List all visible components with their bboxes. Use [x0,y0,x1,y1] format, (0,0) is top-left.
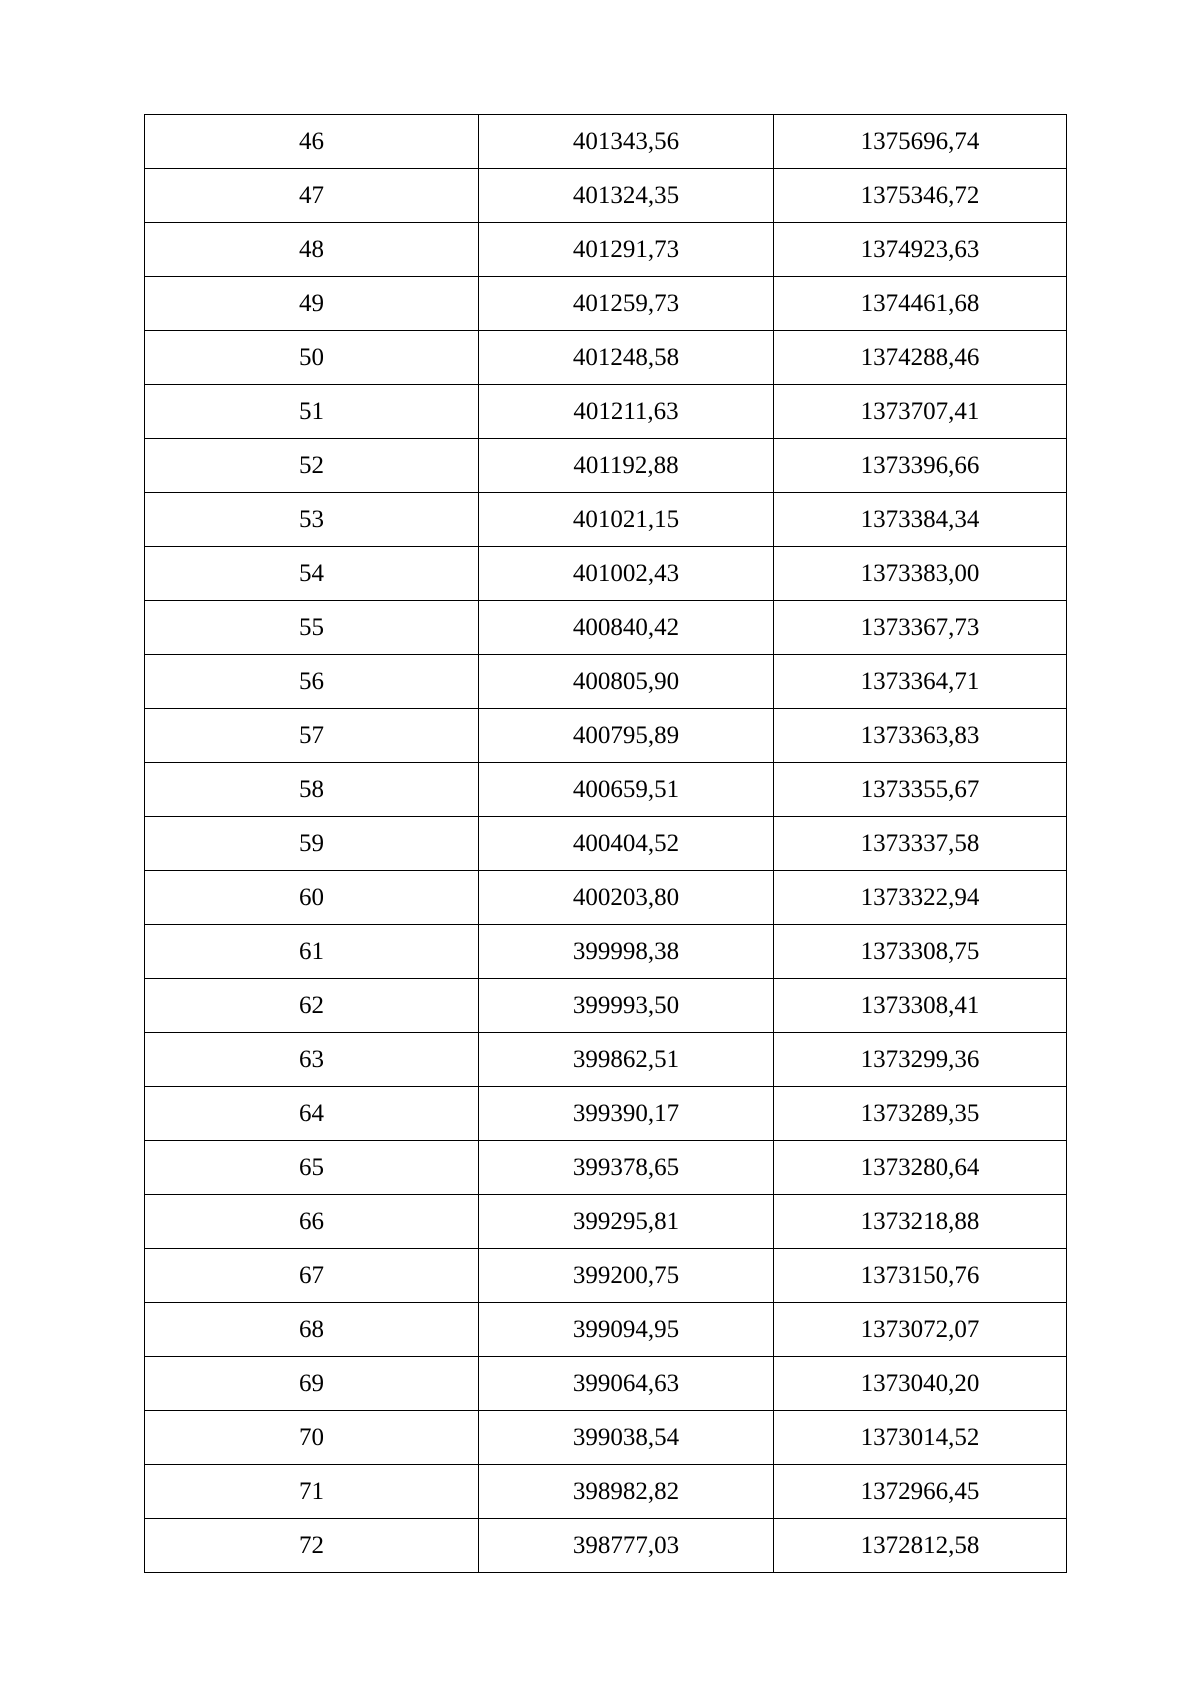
x-coordinate-cell: 399378,65 [479,1141,774,1195]
x-coordinate-cell: 400203,80 [479,871,774,925]
point-number-cell: 58 [145,763,479,817]
point-number-cell: 59 [145,817,479,871]
table-row [145,871,1067,925]
y-coordinate-cell: 1373299,36 [774,1033,1067,1087]
x-coordinate-cell: 401248,58 [479,331,774,385]
x-coordinate-cell: 400805,90 [479,655,774,709]
y-coordinate-cell: 1374461,68 [774,277,1067,331]
table-row [145,493,1067,547]
x-coordinate-cell: 400659,51 [479,763,774,817]
point-number-cell: 64 [145,1087,479,1141]
point-number-cell: 63 [145,1033,479,1087]
x-coordinate-cell: 399862,51 [479,1033,774,1087]
point-number-cell: 52 [145,439,479,493]
table-row [145,169,1067,223]
table-row [145,115,1067,169]
table-row [145,1195,1067,1249]
table-row [145,223,1067,277]
y-coordinate-cell: 1372812,58 [774,1519,1067,1573]
point-number-cell: 49 [145,277,479,331]
table-row [145,1357,1067,1411]
table-row [145,925,1067,979]
x-coordinate-cell: 399390,17 [479,1087,774,1141]
x-coordinate-cell: 401211,63 [479,385,774,439]
y-coordinate-cell: 1375346,72 [774,169,1067,223]
x-coordinate-cell: 399998,38 [479,925,774,979]
y-coordinate-cell: 1372966,45 [774,1465,1067,1519]
table-row [145,1087,1067,1141]
y-coordinate-cell: 1373383,00 [774,547,1067,601]
table-row [145,385,1067,439]
x-coordinate-cell: 400795,89 [479,709,774,763]
y-coordinate-cell: 1373367,73 [774,601,1067,655]
table-row [145,1249,1067,1303]
y-coordinate-cell: 1373364,71 [774,655,1067,709]
x-coordinate-cell: 398777,03 [479,1519,774,1573]
y-coordinate-cell: 1373308,75 [774,925,1067,979]
point-number-cell: 61 [145,925,479,979]
coordinates-table [144,114,1067,1573]
table-row [145,1465,1067,1519]
point-number-cell: 71 [145,1465,479,1519]
point-number-cell: 48 [145,223,479,277]
point-number-cell: 65 [145,1141,479,1195]
point-number-cell: 56 [145,655,479,709]
point-number-cell: 54 [145,547,479,601]
point-number-cell: 57 [145,709,479,763]
table-row [145,709,1067,763]
table-row [145,601,1067,655]
x-coordinate-cell: 401291,73 [479,223,774,277]
x-coordinate-cell: 401021,15 [479,493,774,547]
x-coordinate-cell: 401324,35 [479,169,774,223]
y-coordinate-cell: 1373150,76 [774,1249,1067,1303]
x-coordinate-cell: 399064,63 [479,1357,774,1411]
table-row [145,1519,1067,1573]
y-coordinate-cell: 1375696,74 [774,115,1067,169]
y-coordinate-cell: 1374288,46 [774,331,1067,385]
x-coordinate-cell: 399993,50 [479,979,774,1033]
point-number-cell: 53 [145,493,479,547]
x-coordinate-cell: 399094,95 [479,1303,774,1357]
x-coordinate-cell: 401259,73 [479,277,774,331]
table-row [145,1033,1067,1087]
table-row [145,979,1067,1033]
x-coordinate-cell: 398982,82 [479,1465,774,1519]
table-row [145,277,1067,331]
point-number-cell: 46 [145,115,479,169]
point-number-cell: 60 [145,871,479,925]
y-coordinate-cell: 1373280,64 [774,1141,1067,1195]
point-number-cell: 69 [145,1357,479,1411]
table-row [145,1411,1067,1465]
x-coordinate-cell: 400404,52 [479,817,774,871]
point-number-cell: 67 [145,1249,479,1303]
table-row [145,1303,1067,1357]
y-coordinate-cell: 1373384,34 [774,493,1067,547]
x-coordinate-cell: 400840,42 [479,601,774,655]
x-coordinate-cell: 399200,75 [479,1249,774,1303]
table-row [145,547,1067,601]
x-coordinate-cell: 399038,54 [479,1411,774,1465]
point-number-cell: 50 [145,331,479,385]
x-coordinate-cell: 401343,56 [479,115,774,169]
y-coordinate-cell: 1373363,83 [774,709,1067,763]
table-row [145,439,1067,493]
point-number-cell: 68 [145,1303,479,1357]
point-number-cell: 62 [145,979,479,1033]
x-coordinate-cell: 401192,88 [479,439,774,493]
x-coordinate-cell: 399295,81 [479,1195,774,1249]
y-coordinate-cell: 1373014,52 [774,1411,1067,1465]
y-coordinate-cell: 1374923,63 [774,223,1067,277]
y-coordinate-cell: 1373707,41 [774,385,1067,439]
x-coordinate-cell: 401002,43 [479,547,774,601]
table-row [145,763,1067,817]
point-number-cell: 47 [145,169,479,223]
table-row [145,1141,1067,1195]
y-coordinate-cell: 1373337,58 [774,817,1067,871]
y-coordinate-cell: 1373289,35 [774,1087,1067,1141]
table-row [145,331,1067,385]
y-coordinate-cell: 1373218,88 [774,1195,1067,1249]
point-number-cell: 72 [145,1519,479,1573]
y-coordinate-cell: 1373072,07 [774,1303,1067,1357]
y-coordinate-cell: 1373396,66 [774,439,1067,493]
table-row [145,817,1067,871]
y-coordinate-cell: 1373308,41 [774,979,1067,1033]
point-number-cell: 66 [145,1195,479,1249]
y-coordinate-cell: 1373355,67 [774,763,1067,817]
coordinates-table-body [145,115,1067,1573]
y-coordinate-cell: 1373322,94 [774,871,1067,925]
point-number-cell: 51 [145,385,479,439]
point-number-cell: 55 [145,601,479,655]
point-number-cell: 70 [145,1411,479,1465]
table-row [145,655,1067,709]
y-coordinate-cell: 1373040,20 [774,1357,1067,1411]
